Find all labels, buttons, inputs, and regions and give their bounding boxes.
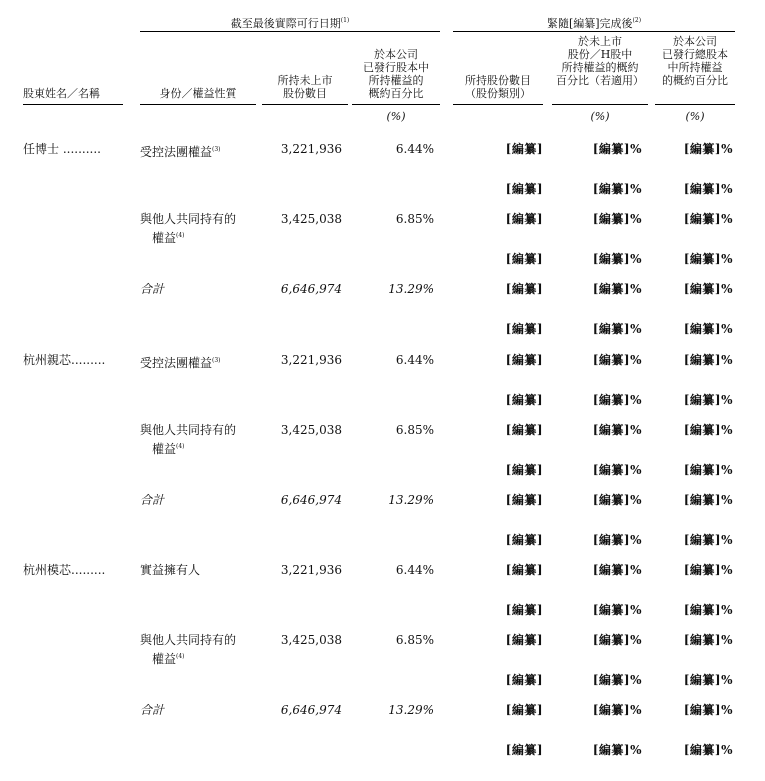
redacted-pct-class: [編纂]%: [592, 252, 642, 266]
pct-unit-label: (%): [386, 110, 406, 123]
shareholder-name: 任博士 ..........: [23, 142, 101, 156]
capacity-cell: [140, 212, 236, 227]
redacted-pct-class: [編纂]%: [592, 182, 642, 196]
header-line: 於本公司: [374, 48, 418, 61]
capacity-cell: [140, 142, 221, 160]
footnote-ref: (4): [176, 443, 185, 450]
footnote-ref: (3): [212, 146, 221, 153]
capacity-label: 與他人共同持有的: [140, 423, 237, 437]
footnote-ref: (4): [176, 232, 185, 239]
redacted-pct-class: [編纂]%: [592, 212, 642, 226]
redacted-shares-after: [編纂]: [505, 252, 543, 266]
capacity-label: 合計: [140, 703, 165, 717]
footnote-ref: (2): [632, 17, 642, 24]
group-header-current: [140, 14, 440, 30]
col-header-pct-total: [655, 35, 735, 87]
redacted-pct-total: [編纂]%: [683, 212, 733, 226]
redacted-pct-total: [編纂]%: [683, 353, 733, 367]
pct-unit-label: (%): [685, 110, 705, 123]
header-rule: [453, 31, 735, 32]
redacted-pct-total: [編纂]%: [683, 423, 733, 437]
redacted-pct-class: [編纂]%: [592, 533, 642, 547]
col-rule: [552, 104, 648, 105]
capacity-label: 權益: [152, 442, 177, 456]
col-header-shares-after: [453, 74, 543, 100]
redacted-pct-class: [編纂]%: [592, 703, 642, 717]
capacity-cell-line2: [152, 439, 185, 457]
shareholder-name: 杭州模芯.........: [23, 563, 106, 577]
redacted-pct-class: [編纂]%: [592, 463, 642, 477]
redacted-shares-after: [編纂]: [505, 212, 543, 226]
col-rule: [453, 104, 543, 105]
header-line: 於未上市: [578, 35, 622, 48]
redacted-pct-class: [編纂]%: [592, 493, 642, 507]
capacity-cell: [140, 423, 236, 438]
redacted-pct-class: [編纂]%: [592, 423, 642, 437]
redacted-shares-after: [編纂]: [505, 282, 543, 296]
capacity-label: 與他人共同持有的: [140, 633, 237, 647]
group-header-current-label: 截至最後實際可行日期: [230, 17, 341, 30]
pct-now-value: 6.44%: [395, 142, 434, 156]
shares-now-value: 6,646,974: [280, 282, 342, 296]
header-line: 股份數目: [283, 87, 327, 100]
col-rule: [262, 104, 348, 105]
capacity-label: 合計: [140, 282, 165, 296]
capacity-cell: [140, 353, 221, 371]
header-line: 已發行總股本: [662, 48, 728, 61]
capacity-cell: [140, 563, 200, 578]
redacted-pct-total: [編纂]%: [683, 463, 733, 477]
redacted-pct-total: [編纂]%: [683, 393, 733, 407]
capacity-label: 權益: [152, 231, 177, 245]
header-line: 所持權益的: [368, 74, 424, 87]
header-line: 所持未上市: [277, 74, 333, 87]
shareholder-name: 杭州親芯.........: [23, 353, 106, 367]
redacted-pct-total: [編纂]%: [683, 533, 733, 547]
shares-now-value: 3,425,038: [280, 423, 342, 437]
redacted-pct-total: [編纂]%: [683, 493, 733, 507]
shares-now-value: 6,646,974: [280, 493, 342, 507]
redacted-pct-class: [編纂]%: [592, 353, 642, 367]
redacted-shares-after: [編纂]: [505, 182, 543, 196]
redacted-shares-after: [編纂]: [505, 423, 543, 437]
redacted-pct-total: [編纂]%: [683, 603, 733, 617]
capacity-cell: [140, 282, 164, 297]
redacted-pct-total: [編纂]%: [683, 142, 733, 156]
redacted-pct-total: [編纂]%: [683, 703, 733, 717]
redacted-shares-after: [編纂]: [505, 463, 543, 477]
col-rule: [23, 104, 123, 105]
redacted-pct-total: [編纂]%: [683, 252, 733, 266]
header-line: （股份類別）: [465, 87, 531, 100]
footnote-ref: (4): [176, 653, 185, 660]
header-line: 已發行股本中: [363, 61, 429, 74]
pct-now-value: 13.29%: [388, 703, 434, 717]
shares-now-value: 3,221,936: [280, 563, 342, 577]
redacted-shares-after: [編纂]: [505, 533, 543, 547]
col-header-pct-class: [552, 35, 648, 87]
capacity-cell: [140, 493, 164, 508]
pct-now-value: 13.29%: [388, 493, 434, 507]
pct-unit-label: (%): [590, 110, 610, 123]
redacted-shares-after: [編纂]: [505, 703, 543, 717]
header-line: 股份／H股中: [567, 48, 633, 61]
redacted-shares-after: [編纂]: [505, 322, 543, 336]
header-line: 所持權益的概約: [561, 61, 639, 74]
redacted-pct-class: [編纂]%: [592, 603, 642, 617]
capacity-label: 權益: [152, 652, 177, 666]
pct-now-value: 13.29%: [388, 282, 434, 296]
pct-now-value: 6.44%: [395, 353, 434, 367]
header-line: 的概約百分比: [662, 74, 728, 87]
col-rule: [352, 104, 440, 105]
redacted-shares-after: [編纂]: [505, 673, 543, 687]
col-rule: [140, 104, 256, 105]
redacted-pct-total: [編纂]%: [683, 282, 733, 296]
redacted-pct-total: [編纂]%: [683, 563, 733, 577]
redacted-pct-class: [編纂]%: [592, 322, 642, 336]
redacted-pct-class: [編纂]%: [592, 743, 642, 757]
capacity-cell: [140, 633, 236, 648]
header-line: 百分比（若適用）: [556, 74, 644, 87]
header-line: 所持股份數目: [465, 74, 531, 87]
redacted-pct-class: [編纂]%: [592, 633, 642, 647]
header-line: 中所持權益: [667, 61, 723, 74]
shares-now-value: 3,425,038: [280, 212, 342, 226]
capacity-label: 合計: [140, 493, 165, 507]
header-line: 概約百分比: [368, 87, 424, 100]
capacity-cell-line2: [152, 228, 185, 246]
redacted-pct-total: [編纂]%: [683, 322, 733, 336]
footnote-ref: (3): [212, 357, 221, 364]
redacted-pct-total: [編纂]%: [683, 182, 733, 196]
capacity-cell-line2: [152, 649, 185, 667]
redacted-shares-after: [編纂]: [505, 142, 543, 156]
pct-now-value: 6.85%: [395, 633, 434, 647]
col-header-name: 股東姓名／名稱: [23, 87, 100, 100]
capacity-label: 受控法團權益: [140, 356, 213, 370]
col-rule: [655, 104, 735, 105]
redacted-pct-total: [編纂]%: [683, 673, 733, 687]
pct-now-value: 6.44%: [395, 563, 434, 577]
pct-now-value: 6.85%: [395, 423, 434, 437]
redacted-shares-after: [編纂]: [505, 603, 543, 617]
redacted-pct-class: [編纂]%: [592, 563, 642, 577]
redacted-pct-class: [編纂]%: [592, 282, 642, 296]
redacted-pct-class: [編纂]%: [592, 393, 642, 407]
col-header-pct-now: [352, 48, 440, 100]
capacity-label: 受控法團權益: [140, 145, 213, 159]
group-header-after: [453, 14, 735, 30]
capacity-label: 實益擁有人: [140, 563, 201, 577]
pct-now-value: 6.85%: [395, 212, 434, 226]
redacted-shares-after: [編纂]: [505, 563, 543, 577]
group-header-after-label: 緊隨[編纂]完成後: [546, 17, 633, 30]
redacted-pct-total: [編纂]%: [683, 743, 733, 757]
footnote-ref: (1): [340, 17, 350, 24]
capacity-cell: [140, 703, 164, 718]
header-rule: [140, 31, 440, 32]
redacted-shares-after: [編纂]: [505, 493, 543, 507]
redacted-shares-after: [編纂]: [505, 633, 543, 647]
header-line: 於本公司: [673, 35, 717, 48]
redacted-shares-after: [編纂]: [505, 743, 543, 757]
shares-now-value: 3,425,038: [280, 633, 342, 647]
shares-now-value: 3,221,936: [280, 353, 342, 367]
redacted-shares-after: [編纂]: [505, 393, 543, 407]
capacity-label: 與他人共同持有的: [140, 212, 237, 226]
col-header-capacity: 身份／權益性質: [159, 87, 237, 100]
shares-now-value: 3,221,936: [280, 142, 342, 156]
redacted-pct-class: [編纂]%: [592, 673, 642, 687]
shares-now-value: 6,646,974: [280, 703, 342, 717]
redacted-pct-class: [編纂]%: [592, 142, 642, 156]
redacted-pct-total: [編纂]%: [683, 633, 733, 647]
col-header-shares-now: [262, 74, 348, 100]
redacted-shares-after: [編纂]: [505, 353, 543, 367]
